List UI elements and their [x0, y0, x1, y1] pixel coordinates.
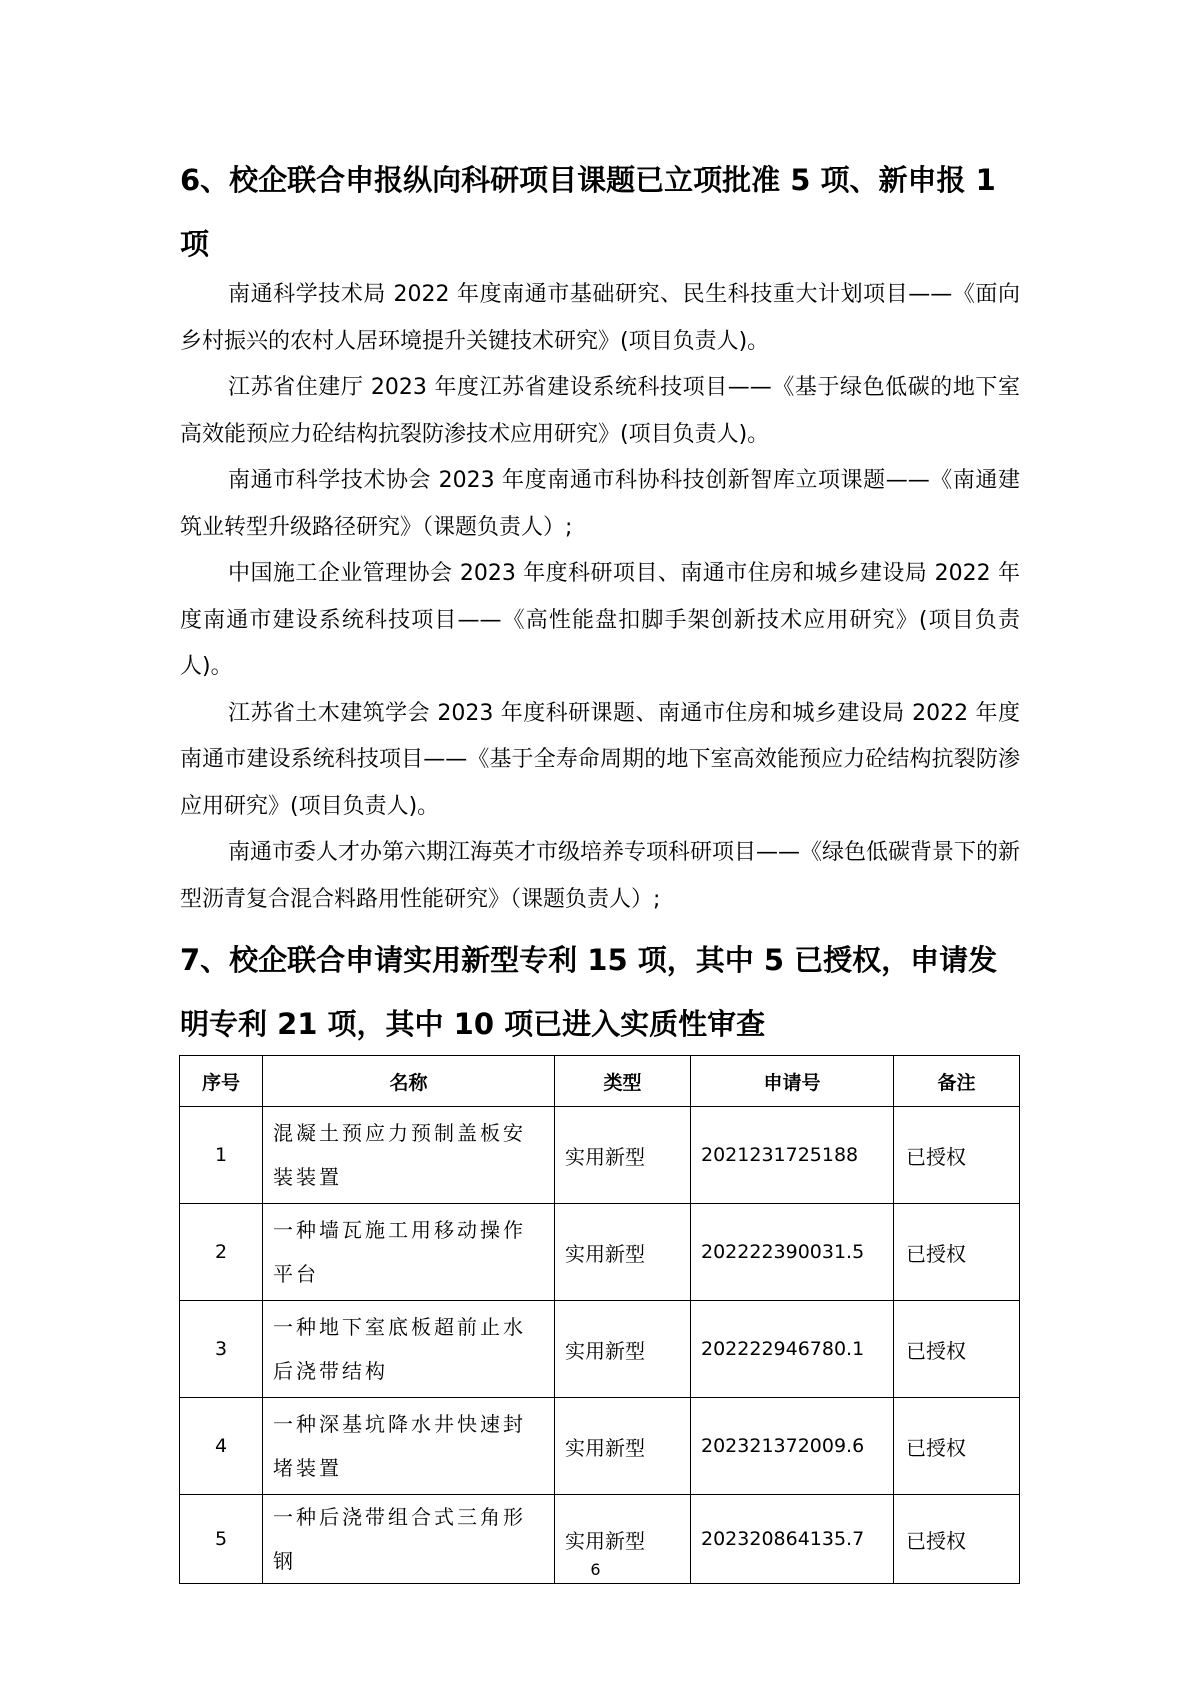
section-6-body: [180, 272, 1020, 923]
cell-remarks: 已授权: [894, 1107, 1020, 1204]
project-paragraph: 中国施工企业管理协会 2023 年度科研项目、南通市住房和城乡建设局 2022 年度南通市建设系统科技项目——《高性能盘扣脚手架创新技术应用研究》(项目负责人)。: [180, 561, 1020, 679]
cell-type: 实用新型: [555, 1301, 691, 1398]
cell-type: 实用新型: [555, 1495, 691, 1584]
patent-table: [179, 1055, 1020, 1584]
table-row: [180, 1204, 1020, 1301]
table-header-row: [180, 1056, 1020, 1107]
project-paragraph: 南通市科学技术协会 2023 年度南通市科协科技创新智库立项课题——《南通建筑业转型升级路径研究》（课题负责人）;: [180, 468, 1020, 540]
cell-serial: 5: [180, 1495, 263, 1584]
section-7-heading: 7、校企联合申请实用新型专利 15 项，其中 5 已授权，申请发明专利 21 项，其中 10 项已进入实质性审查: [180, 943, 998, 1041]
cell-application-number: 202222946780.1: [691, 1301, 894, 1398]
cell-type: 实用新型: [555, 1398, 691, 1495]
header-serial: 序号: [180, 1056, 263, 1107]
cell-application-number: 202321372009.6: [691, 1398, 894, 1495]
header-type: 类型: [555, 1056, 691, 1107]
cell-serial: 2: [180, 1204, 263, 1301]
project-paragraph: 江苏省土木建筑学会 2023 年度科研课题、南通市住房和城乡建设局 2022 年度南通市建设系统科技项目——《基于全寿命周期的地下室高效能预应力砼结构抗裂防渗应用研究》(项目负责人)。: [180, 700, 1020, 819]
cell-remarks: 已授权: [894, 1204, 1020, 1301]
cell-application-number: 2021231725188: [691, 1107, 894, 1204]
cell-name: 一种墙瓦施工用移动操作平台: [263, 1204, 555, 1301]
project-paragraph: 江苏省住建厅 2023 年度江苏省建设系统科技项目——《基于绿色低碳的地下室高效能预应力砼结构抗裂防渗技术应用研究》(项目负责人)。: [180, 375, 1020, 447]
header-application-number: 申请号: [691, 1056, 894, 1107]
cell-serial: 1: [180, 1107, 263, 1204]
page-number: 6: [590, 1560, 601, 1579]
cell-serial: 3: [180, 1301, 263, 1398]
cell-remarks: 已授权: [894, 1495, 1020, 1584]
cell-name: 混凝土预应力预制盖板安装装置: [263, 1107, 555, 1204]
cell-remarks: 已授权: [894, 1398, 1020, 1495]
cell-serial: 4: [180, 1398, 263, 1495]
table-row: [180, 1301, 1020, 1398]
header-name: 名称: [263, 1056, 555, 1107]
cell-application-number: 202222390031.5: [691, 1204, 894, 1301]
cell-remarks: 已授权: [894, 1301, 1020, 1398]
cell-type: 实用新型: [555, 1107, 691, 1204]
cell-name: 一种后浇带组合式三角形钢: [263, 1495, 555, 1584]
project-paragraph: 南通市委人才办第六期江海英才市级培养专项科研项目——《绿色低碳背景下的新型沥青复合混合料路用性能研究》（课题负责人）;: [180, 840, 1021, 912]
cell-application-number: 202320864135.7: [691, 1495, 894, 1584]
table-row: [180, 1398, 1020, 1495]
cell-name: 一种地下室底板超前止水后浇带结构: [263, 1301, 555, 1398]
header-remarks: 备注: [894, 1056, 1020, 1107]
project-paragraph: 南通科学技术局 2022 年度南通市基础研究、民生科技重大计划项目——《面向乡村振兴的农村人居环境提升关键技术研究》(项目负责人)。: [180, 282, 1020, 354]
cell-name: 一种深基坑降水井快速封堵装置: [263, 1398, 555, 1495]
cell-type: 实用新型: [555, 1204, 691, 1301]
section-6-heading: 6、校企联合申报纵向科研项目课题已立项批准 5 项、新申报 1 项: [180, 163, 996, 261]
table-row: [180, 1107, 1020, 1204]
